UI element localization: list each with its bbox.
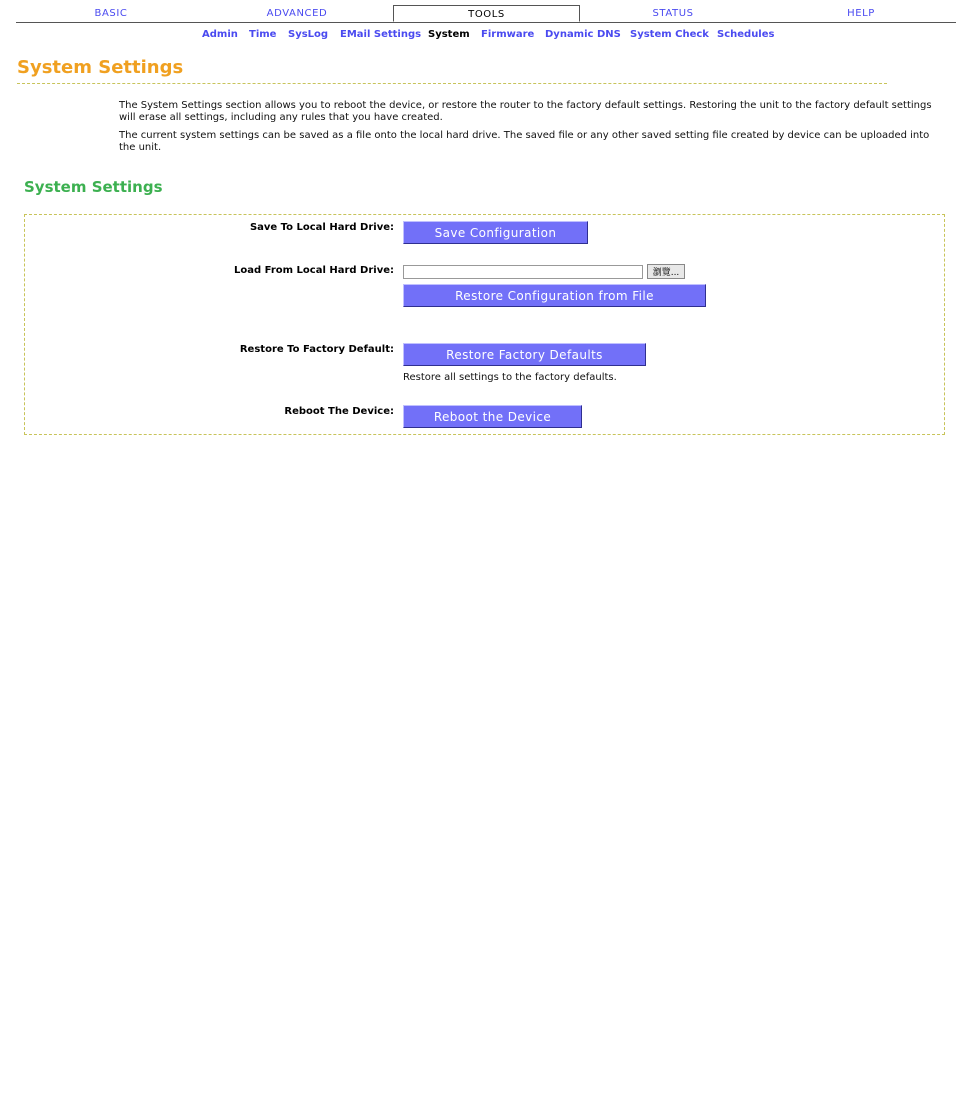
subnav-time[interactable]: Time [249, 29, 277, 40]
settings-panel [24, 214, 945, 435]
subnav-dynamic-dns[interactable]: Dynamic DNS [545, 29, 621, 40]
subnav-schedules[interactable]: Schedules [717, 29, 775, 40]
subnav-email-settings[interactable]: EMail Settings [340, 29, 422, 40]
tab-advanced[interactable]: ADVANCED [266, 8, 328, 19]
subnav-firmware[interactable]: Firmware [481, 29, 535, 40]
factory-default-label: Restore To Factory Default: [239, 344, 394, 355]
top-nav-baseline [16, 22, 956, 23]
sub-nav [0, 29, 976, 43]
reboot-label: Reboot The Device: [284, 406, 394, 417]
tab-basic[interactable]: BASIC [94, 8, 128, 19]
subnav-system[interactable]: System [428, 29, 470, 40]
title-divider [17, 83, 887, 84]
subnav-admin[interactable]: Admin [202, 29, 238, 40]
page-title: System Settings [17, 57, 184, 78]
tab-help[interactable]: HELP [847, 8, 875, 19]
tab-status[interactable]: STATUS [652, 8, 694, 19]
save-configuration-button[interactable]: Save Configuration [403, 221, 588, 244]
tab-tools[interactable]: TOOLS [393, 5, 580, 22]
save-label: Save To Local Hard Drive: [249, 222, 394, 233]
subnav-syslog[interactable]: SysLog [288, 29, 329, 40]
load-label: Load From Local Hard Drive: [234, 265, 394, 276]
restore-from-file-button[interactable]: Restore Configuration from File [403, 284, 706, 307]
restore-factory-defaults-button[interactable]: Restore Factory Defaults [403, 343, 646, 366]
section-title: System Settings [24, 178, 163, 196]
intro-paragraph-1: The System Settings section allows you to reboot the device, or restore the router to the factory default settings. Restoring the unit to the factory default settings will erase all settings, including any rules that you have created. [119, 100, 932, 123]
config-file-input[interactable] [403, 265, 643, 279]
top-nav [16, 0, 956, 24]
factory-default-hint: Restore all settings to the factory defaults. [403, 372, 617, 383]
intro-paragraph-2: The current system settings can be saved as a file onto the local hard drive. The saved file or any other saved setting file created by device can be uploaded into the unit. [119, 130, 930, 153]
subnav-system-check[interactable]: System Check [630, 29, 709, 40]
browse-button[interactable]: 瀏覽... [647, 264, 685, 279]
reboot-device-button[interactable]: Reboot the Device [403, 405, 582, 428]
